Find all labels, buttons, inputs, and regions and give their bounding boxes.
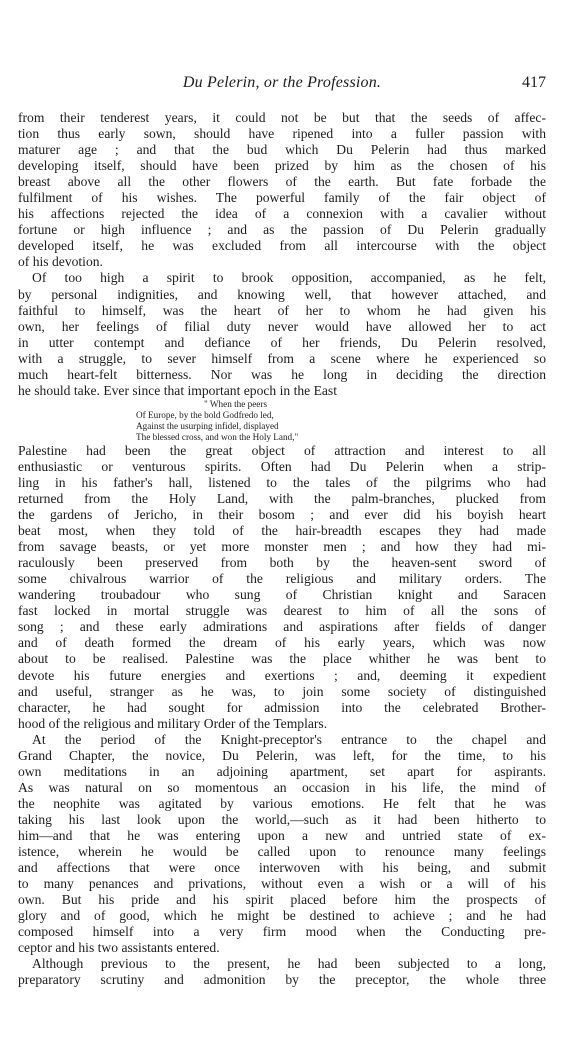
- page-number: 417: [522, 74, 546, 91]
- text-line: preparatory scrutiny and admonition by the preceptor, the whole three: [18, 972, 546, 988]
- text-line: his affections rejected the idea of a connexion with a cavalier without: [18, 206, 546, 222]
- paragraph-1: [18, 110, 546, 270]
- text-line: breast above all the other flowers of the earth. But fate forbade the: [18, 174, 546, 190]
- text-line: he should take. Ever since that important epoch in the East: [18, 382, 337, 398]
- text-line: returned from the Holy Land, with the palm-branches, plucked from: [18, 490, 546, 506]
- paragraph-3: [18, 443, 546, 732]
- text-line: glory and of good, which he might be destined to achieve ; and he had: [18, 908, 546, 924]
- text-line: from savage beasts, or yet more monster men ; and how they had mi-: [18, 539, 546, 555]
- paragraph-2: [18, 270, 546, 398]
- text-line: faithful to himself, was the heart of her to whom he had given his: [18, 302, 546, 318]
- text-line: and useful, stranger as he was, to join some society of distinguished: [18, 683, 546, 699]
- text-line: As was natural on so momentous an occasion in his life, the mind of: [18, 779, 546, 795]
- text-line: developing itself, should have been prized by him as the chosen of his: [18, 158, 546, 174]
- text-line: ling in his father's hall, listened to the tales of the pilgrims who had: [18, 474, 546, 490]
- text-line: ceptor and his two assistants entered.: [18, 940, 220, 956]
- text-line: fast locked in mortal struggle was dearest to him of all the sons of: [18, 603, 546, 619]
- text-line: fulfilment of his wishes. The powerful family of the fair object of: [18, 190, 546, 206]
- text-line: and affections that were once interwoven with his being, and submit: [18, 860, 546, 876]
- verse-quotation: [136, 399, 336, 443]
- text-line: taking his last look upon the world,—such as it had been hitherto to: [18, 811, 546, 827]
- text-line: the gardens of Jericho, in their bosom ; and ever did his boyish heart: [18, 507, 546, 523]
- text-line: Palestine had been the great object of attraction and interest to all: [18, 442, 546, 458]
- text-line: composed himself into a very firm mood when the Conducting pre-: [18, 924, 546, 940]
- text-line: Of too high a spirit to brook opposition, accompanied, as he felt,: [32, 270, 546, 286]
- text-line: Although previous to the present, he had been subjected to a long,: [32, 956, 546, 972]
- text-line: wandering troubadour who sung of Christian knight and Saracen: [18, 587, 546, 603]
- text-line: and of death formed the dream of his early years, which was now: [18, 635, 546, 651]
- text-line: developed itself, he was excluded from all intercourse with the object: [18, 238, 546, 254]
- running-title: Du Pelerin, or the Profession.: [182, 74, 382, 91]
- text-line: own, her feelings of filial duty never would have allowed her to act: [18, 318, 546, 334]
- verse-line: Against the usurping infidel, displayed: [136, 420, 279, 431]
- verse-line: The blessed cross, and won the Holy Land,": [136, 431, 299, 442]
- text-line: song ; and these early admirations and aspirations after fields of danger: [18, 619, 546, 635]
- text-line: much heart-felt bitterness. Nor was he long in deciding the direction: [18, 366, 546, 382]
- text-line: own meditations in an adjoining apartment, set apart for aspirants.: [18, 763, 546, 779]
- text-line: in utter contempt and defiance of her friends, Du Pelerin resolved,: [18, 334, 546, 350]
- text-line: maturer age ; and that the bud which Du Pelerin had thus marked: [18, 142, 546, 158]
- text-line: of his devotion.: [18, 254, 103, 270]
- text-line: to many penances and privations, without even a wish or a will of his: [18, 876, 546, 892]
- text-line: some chivalrous warrior of the religious and military orders. The: [18, 571, 546, 587]
- text-line: enthusiastic or venturous spirits. Often had Du Pelerin when a strip-: [18, 458, 546, 474]
- verse-line: " When the peers: [204, 398, 268, 409]
- text-line: with a struggle, to sever himself from a scene where he experienced so: [18, 350, 546, 366]
- body-text: [18, 110, 546, 988]
- text-line: At the period of the Knight-preceptor's entrance to the chapel and: [32, 731, 546, 747]
- text-line: Grand Chapter, the novice, Du Pelerin, was left, for the time, to his: [18, 747, 546, 763]
- page-header: [18, 74, 546, 94]
- text-line: devote his future energies and exertions ; and, deeming it expedient: [18, 667, 546, 683]
- text-line: the neophite was agitated by various emotions. He felt that he was: [18, 795, 546, 811]
- text-line: raculously been preserved from both by the heaven-sent sword of: [18, 555, 546, 571]
- text-line: hood of the religious and military Order of the Templars.: [18, 715, 328, 731]
- text-line: beat most, when they told of the hair-breadth escapes they had made: [18, 523, 546, 539]
- text-line: own. But his pride and his spirit placed before him the prospects of: [18, 892, 546, 908]
- text-line: from their tenderest years, it could not be but that the seeds of affec-: [18, 110, 546, 125]
- text-line: character, he had sought for admission into the celebrated Brother-: [18, 699, 546, 715]
- text-line: istence, wherein he would be called upon to renounce many feelings: [18, 844, 546, 860]
- text-line: about to be realised. Palestine was the place whither he was bent to: [18, 651, 546, 667]
- text-line: tion thus early sown, should have ripened into a fuller passion with: [18, 126, 546, 142]
- paragraph-4: [18, 732, 546, 957]
- text-line: him—and that he was entering upon a new and untried state of ex-: [18, 827, 546, 843]
- text-line: by personal indignities, and knowing well, that however attached, and: [18, 286, 546, 302]
- text-line: fortune or high influence ; and as the passion of Du Pelerin gradually: [18, 222, 546, 238]
- paragraph-5: [18, 956, 546, 988]
- verse-line: Of Europe, by the bold Godfredo led,: [136, 409, 274, 420]
